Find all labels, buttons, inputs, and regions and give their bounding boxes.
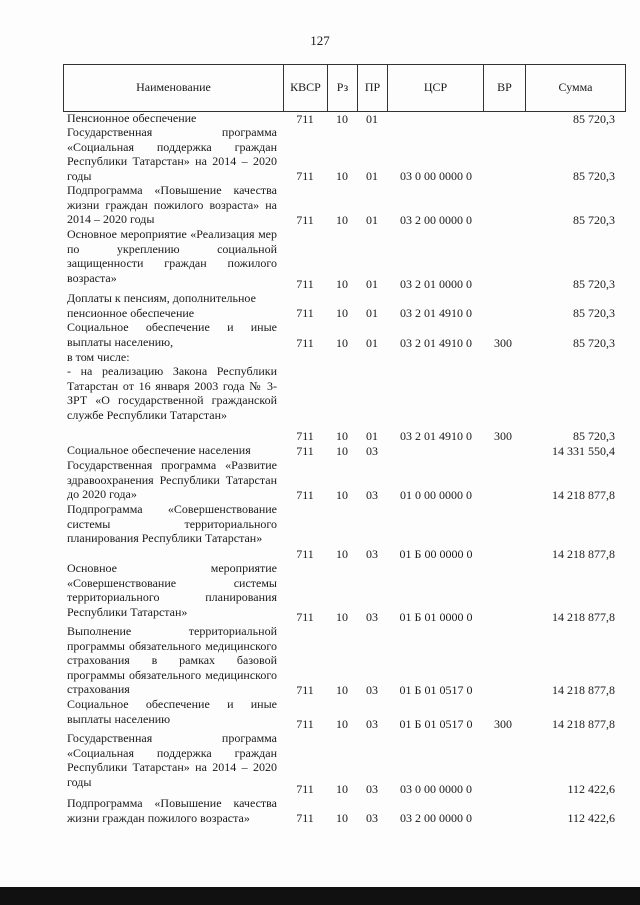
row-name: - на реализацию Закона Республики Татарстан от 16 января 2003 года № 3-ЗРТ «О государственной гражданской службе Республики Татарстан»	[67, 364, 277, 422]
cell-pr: 01	[366, 428, 378, 443]
cell-pr: 01	[366, 335, 378, 350]
row-name: Пенсионное обеспечение	[67, 111, 197, 125]
cell-kvsr: 711	[296, 716, 314, 731]
cell-rz: 10	[336, 111, 348, 126]
cell-kvsr: 711	[296, 168, 314, 183]
cell-pr: 01	[366, 212, 378, 227]
table-row	[63, 111, 626, 126]
table-row	[63, 561, 626, 624]
cell-csr: 03 2 00 0000 0	[400, 212, 472, 227]
cell-csr: 01 0 00 0000 0	[400, 487, 472, 502]
row-values	[63, 683, 626, 698]
cell-rz: 10	[336, 810, 348, 825]
cell-pr: 03	[366, 810, 378, 825]
cell-pr: 03	[366, 546, 378, 561]
cell-csr: 01 Б 01 0000 0	[399, 609, 473, 624]
cell-rz: 10	[336, 546, 348, 561]
cell-rz: 10	[336, 276, 348, 291]
cell-sum: 85 720,3	[573, 276, 615, 291]
row-name: Государственная программа «Социальная поддержка граждан Республики Татарстан» на 2014 – 2020 годы	[67, 731, 277, 789]
row-values	[63, 112, 626, 127]
table-row	[63, 458, 626, 502]
table-row	[63, 350, 626, 365]
cell-pr: 01	[366, 305, 378, 320]
cell-rz: 10	[336, 335, 348, 350]
cell-sum: 85 720,3	[573, 212, 615, 227]
table-row	[63, 183, 626, 227]
table-row	[63, 796, 626, 825]
scan-bottom-edge	[0, 887, 640, 905]
table-row	[63, 125, 626, 183]
table-header	[63, 64, 626, 112]
row-name: Социальное обеспечение населения	[67, 443, 251, 457]
cell-pr: 01	[366, 111, 378, 126]
cell-sum: 85 720,3	[573, 168, 615, 183]
cell-kvsr: 711	[296, 609, 314, 624]
cell-pr: 03	[366, 443, 378, 458]
cell-sum: 14 218 877,8	[552, 716, 615, 731]
cell-pr: 03	[366, 682, 378, 697]
row-values	[63, 488, 626, 503]
row-values	[63, 169, 626, 184]
row-name: Социальное обеспечение и иные выплаты населению	[67, 697, 277, 726]
header-pr: ПР	[358, 65, 388, 111]
row-values	[63, 306, 626, 321]
table-row	[63, 320, 626, 350]
cell-rz: 10	[336, 487, 348, 502]
cell-pr: 03	[366, 487, 378, 502]
header-csr: ЦСР	[388, 65, 484, 111]
cell-sum: 14 218 877,8	[552, 546, 615, 561]
table-row	[63, 291, 626, 320]
cell-rz: 10	[336, 781, 348, 796]
row-values	[63, 811, 626, 826]
cell-csr: 03 0 00 0000 0	[400, 781, 472, 796]
cell-kvsr: 711	[296, 212, 314, 227]
table-row	[63, 624, 626, 697]
cell-csr: 03 2 01 4910 0	[400, 428, 472, 443]
cell-kvsr: 711	[296, 276, 314, 291]
table-row	[63, 502, 626, 561]
header-rz: Рз	[328, 65, 358, 111]
header-vr: ВР	[484, 65, 526, 111]
cell-rz: 10	[336, 443, 348, 458]
row-name: Подпрограмма «Совершенствование системы территориального планирования Республики Татарстан»	[67, 502, 277, 545]
row-values	[63, 717, 626, 732]
row-name: Основное мероприятие «Реализация мер по укреплению социальной защищенности граждан пожилого возраста»	[67, 227, 277, 285]
cell-kvsr: 711	[296, 781, 314, 796]
row-name: Государственная программа «Социальная поддержка граждан Республики Татарстан» на 2014 – 2020 годы	[67, 125, 277, 183]
cell-pr: 01	[366, 276, 378, 291]
cell-kvsr: 711	[296, 487, 314, 502]
row-values	[63, 277, 626, 292]
cell-vr: 300	[494, 335, 512, 350]
header-name: Наименование	[64, 65, 284, 111]
row-name: Государственная программа «Развитие здравоохранения Республики Татарстан до 2020 года»	[67, 458, 277, 501]
cell-pr: 03	[366, 609, 378, 624]
row-name: Подпрограмма «Повышение качества жизни граждан пожилого возраста» на 2014 – 2020 годы	[67, 183, 277, 226]
cell-kvsr: 711	[296, 546, 314, 561]
row-name: Подпрограмма «Повышение качества жизни граждан пожилого возраста»	[67, 796, 277, 825]
cell-csr: 03 0 00 0000 0	[400, 168, 472, 183]
row-name: Выполнение территориальной программы обязательного медицинского страхования в рамках базовой программы обязательного медицинского страхования	[67, 624, 277, 696]
row-name: Основное мероприятие «Совершенствование системы территориального планирования Республики Татарстан»	[67, 561, 277, 619]
row-values	[63, 351, 626, 366]
cell-csr: 03 2 01 0000 0	[400, 276, 472, 291]
cell-kvsr: 711	[296, 682, 314, 697]
cell-csr: 01 Б 01 0517 0	[399, 682, 473, 697]
cell-rz: 10	[336, 682, 348, 697]
cell-sum: 112 422,6	[567, 781, 615, 796]
cell-sum: 85 720,3	[573, 305, 615, 320]
cell-sum: 14 218 877,8	[552, 609, 615, 624]
header-kvsr: КВСР	[284, 65, 328, 111]
cell-kvsr: 711	[296, 111, 314, 126]
cell-csr: 01 Б 00 0000 0	[399, 546, 473, 561]
table-row	[63, 731, 626, 796]
cell-kvsr: 711	[296, 305, 314, 320]
cell-pr: 03	[366, 716, 378, 731]
cell-kvsr: 711	[296, 428, 314, 443]
cell-rz: 10	[336, 168, 348, 183]
row-name: Социальное обеспечение и иные выплаты населению,	[67, 320, 277, 349]
row-name: Доплаты к пенсиям, дополнительное пенсионное обеспечение	[67, 291, 256, 320]
cell-rz: 10	[336, 716, 348, 731]
cell-sum: 85 720,3	[573, 335, 615, 350]
page-number: 127	[310, 33, 330, 48]
cell-rz: 10	[336, 212, 348, 227]
cell-sum: 14 218 877,8	[552, 682, 615, 697]
cell-pr: 03	[366, 781, 378, 796]
cell-rz: 10	[336, 428, 348, 443]
cell-vr: 300	[494, 716, 512, 731]
table-row	[63, 364, 626, 443]
row-name: в том числе:	[67, 350, 130, 364]
row-values	[63, 444, 626, 459]
row-values	[63, 336, 626, 351]
row-values	[63, 213, 626, 228]
cell-vr: 300	[494, 428, 512, 443]
header-sum: Сумма	[558, 80, 593, 94]
cell-rz: 10	[336, 609, 348, 624]
cell-csr: 03 2 01 4910 0	[400, 335, 472, 350]
row-values	[63, 547, 626, 562]
cell-pr: 01	[366, 168, 378, 183]
cell-rz: 10	[336, 305, 348, 320]
cell-csr: 03 2 00 0000 0	[400, 810, 472, 825]
cell-kvsr: 711	[296, 810, 314, 825]
cell-sum: 112 422,6	[567, 810, 615, 825]
table-row	[63, 697, 626, 731]
cell-sum: 85 720,3	[573, 428, 615, 443]
cell-csr: 01 Б 01 0517 0	[399, 716, 473, 731]
cell-csr: 03 2 01 4910 0	[400, 305, 472, 320]
cell-kvsr: 711	[296, 443, 314, 458]
row-values	[63, 782, 626, 797]
cell-sum: 14 331 550,4	[552, 443, 615, 458]
cell-sum: 85 720,3	[573, 111, 615, 126]
cell-sum: 14 218 877,8	[552, 487, 615, 502]
row-values	[63, 429, 626, 444]
row-values	[63, 610, 626, 625]
table-row	[63, 443, 626, 458]
table-row	[63, 227, 626, 291]
cell-kvsr: 711	[296, 335, 314, 350]
